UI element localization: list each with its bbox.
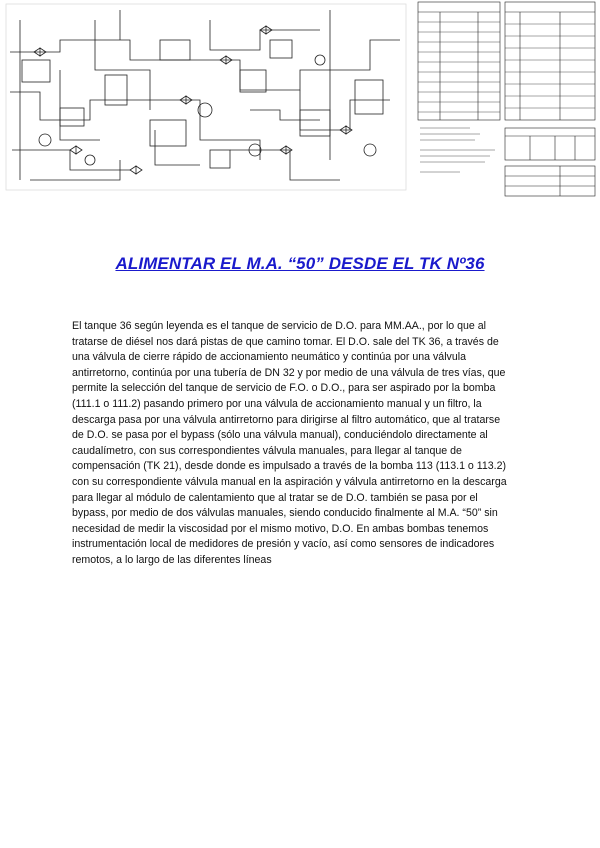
body-paragraph bbox=[72, 319, 532, 569]
piping-diagram-svg bbox=[0, 0, 600, 200]
page-title: ALIMENTAR EL M.A. “50” DESDE EL TK Nº36 bbox=[115, 254, 485, 273]
paragraph-line: bypass, por medio de dos válvulas manuales, siendo conducido finalmente al M.A. “50” sin bbox=[72, 507, 498, 520]
paragraph-line: de D.O. se pasa por el bypass (sólo una válvula manual), conduciéndolo directamente al bbox=[72, 429, 488, 442]
paragraph-line: antirretorno, continúa por una tubería de DN 32 y por medio de una válvula de tres vías, que bbox=[72, 366, 506, 379]
paragraph-line: con su correspondiente válvula manual en la aspiración y válvula antirretorno en la descarga bbox=[72, 475, 507, 488]
paragraph-line: compensación (TK 21), desde donde es impulsado a través de la bomba 113 (113.1 o 113.2) bbox=[72, 460, 507, 473]
paragraph-line: tratarse de diésel nos dará pistas de que camino tomar. El D.O. sale del TK 36, a través de bbox=[72, 335, 499, 348]
paragraph-line: necesidad de medir la viscosidad por el mismo motivo, D.O. En ambas bombas tenemos bbox=[72, 522, 489, 535]
paragraph-line: una válvula de cierre rápido de accionamiento neumático y continúa por una válvula bbox=[72, 351, 466, 364]
paragraph-line: instrumentación local de medidores de presión y vacío, así como sensores de indicadores bbox=[72, 538, 495, 551]
paragraph-line: descarga pasa por una válvula antirretorno para dirigirse al filtro automático, que al tratarse bbox=[72, 413, 501, 426]
paragraph-line: remotos, a lo largo de las diferentes líneas bbox=[72, 553, 272, 566]
piping-diagram-image bbox=[0, 0, 600, 200]
paragraph-line: caudalímetro, con sus correspondientes válvula manuales, para llegar al tanque de bbox=[72, 444, 462, 457]
paragraph-line: permite la selección del tanque de servicio de F.O. o D.O., para ser aspirado por la bomba bbox=[72, 382, 496, 395]
paragraph-line: para llegar al módulo de calentamiento que al tratar se de D.O. también se pasa por el bbox=[72, 491, 478, 504]
paragraph-line: El tanque 36 según leyenda es el tanque de servicio de D.O. para MM.AA., por lo que al bbox=[72, 320, 486, 332]
paragraph-line: (111.1 o 111.2) pasando primero por una válvula de accionamiento manual y un filtro, la bbox=[72, 397, 482, 410]
